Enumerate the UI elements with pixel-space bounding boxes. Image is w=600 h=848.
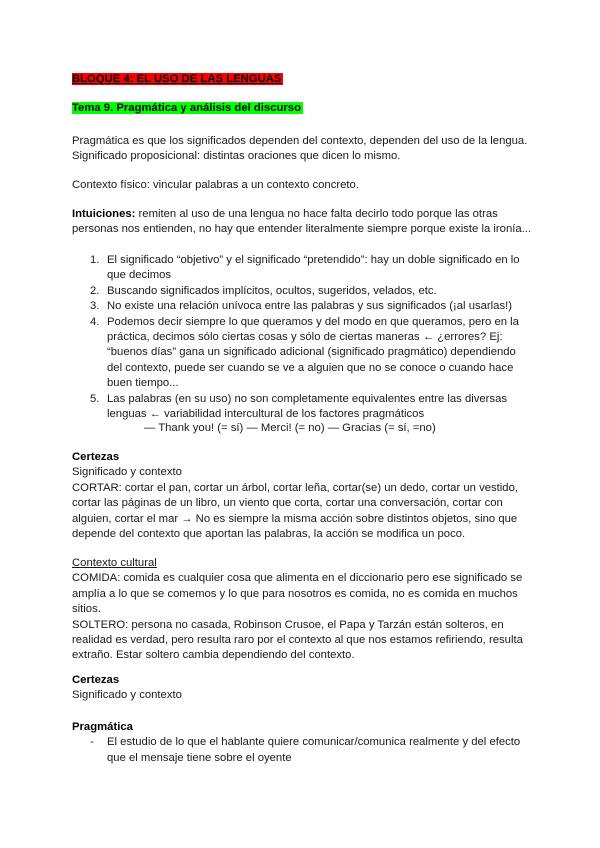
list-item — [72, 392, 532, 423]
pragmatica-section — [72, 720, 532, 766]
intuiciones-paragraph — [72, 207, 532, 238]
certezas-section-2 — [72, 673, 532, 704]
contexto-cultural-section — [72, 556, 532, 664]
contexto-fisico-text: Contexto físico: vincular palabras a un contexto concreto. — [72, 179, 359, 191]
intuiciones-text: remiten al uso de una lengua no hace falta decirlo todo porque las otras — [135, 208, 498, 220]
list-line: El significado “objetivo” y el significado “pretendido”: hay un doble significado en lo — [107, 254, 520, 266]
paragraph-line: COMIDA: comida es cualquier cosa que alimenta en el diccionario pero ese significado se — [72, 572, 523, 585]
tema-title: Tema 9. Pragmática y análisis del discurso — [72, 102, 301, 114]
thank-you-line — [72, 421, 532, 436]
section-subheading: Significado y contexto — [72, 689, 182, 702]
list-line: Podemos decir siempre lo que queramos y del modo en que queramos, pero en la — [107, 315, 519, 328]
section-subheading: Significado y contexto — [72, 466, 182, 479]
list-line: del contexto, puede ser cuando se ve a alguien que no se conoce o cuando hace — [107, 361, 514, 374]
paragraph-line: extraño. Estar soltero cambia dependiendo del contexto. — [72, 649, 355, 662]
list-item — [72, 315, 532, 392]
intuiciones-text: personas nos entienden, no hay que entender literalmente siempre porque existe la ironía... — [72, 223, 532, 236]
tema-heading — [72, 101, 532, 116]
list-line: práctica, decimos sólo ciertas cosas y sólo de ciertas maneras ← ¿errores? Ej: — [107, 331, 503, 344]
contexto-fisico — [72, 178, 532, 193]
intuiciones-label: Intuiciones: — [72, 208, 136, 220]
list-item — [72, 284, 532, 299]
list-line: “buenos días” gana un significado adicional (significado pragmático) dependiendo — [107, 346, 516, 359]
paragraph-line: amplía a lo que se comemos y lo que para nosotros es comida, no es comida en muchos — [72, 587, 518, 600]
thank-you-text: — Thank you! (= sí) — Merci! (= no) — Gracias (= sí, =no) — [144, 422, 436, 434]
section-heading: Certezas — [72, 674, 120, 686]
list-number: 1. — [90, 254, 100, 266]
intro-line: Pragmática es que los significados dependen del contexto, dependen del uso de la lengua. — [72, 135, 528, 147]
bullet-list — [72, 735, 532, 766]
paragraph-line: SOLTERO: persona no casada, Robinson Crusoe, el Papa y Tarzán están solteros, en — [72, 618, 504, 631]
list-number: 2. — [90, 284, 100, 297]
list-line: Las palabras (en su uso) no son completamente equivalentes entre las diversas — [107, 392, 508, 405]
list-line: que decimos — [107, 269, 172, 282]
list-line: que el mensaje tiene sobre el oyente — [107, 751, 292, 764]
list-line: No existe una relación unívoca entre las palabras y sus significados (¡al usarlas!) — [107, 300, 513, 313]
list-number: 5. — [90, 392, 100, 405]
bloque-title: BLOQUE 4: EL USO DE LAS LENGUAS — [72, 73, 282, 85]
certezas-section-1 — [72, 450, 532, 542]
paragraph-line: realidad es verdad, pero resulta raro por el contexto al que nos estamos refiriendo, resulta — [72, 634, 523, 647]
section-heading: Pragmática — [72, 721, 133, 733]
intro-paragraph — [72, 134, 532, 165]
list-item — [72, 735, 532, 766]
list-line: Buscando significados implícitos, ocultos, sugeridos, velados, etc. — [107, 284, 437, 297]
intro-line: Significado proposicional: distintas oraciones que dicen lo mismo. — [72, 150, 401, 163]
paragraph-line: sitios. — [72, 603, 101, 616]
numbered-list — [72, 253, 532, 422]
section-heading: Certezas — [72, 451, 120, 463]
paragraph-line: depende del contexto que aportan las palabras, la acción se modifica un poco. — [72, 528, 466, 541]
list-line: lenguas ← variabilidad intercultural de los factores pragmáticos — [107, 408, 425, 421]
bloque-heading — [72, 72, 532, 87]
paragraph-line: alguien, cortar el mar → No es siempre la misma acción sobre distintos objetos, sino que — [72, 512, 518, 525]
list-number: 3. — [90, 300, 100, 313]
list-number: 4. — [90, 315, 100, 328]
paragraph-line: cortar las páginas de un libro, un viento que corta, cortar una conversación, cortar con — [72, 497, 503, 510]
paragraph-line: CORTAR: cortar el pan, cortar un árbol, cortar leña, cortar(se) un dedo, cortar un vestido, — [72, 481, 519, 494]
list-line: buen tiempo... — [107, 377, 179, 390]
list-line: El estudio de lo que el hablante quiere comunicar/comunica realmente y del efecto — [107, 736, 521, 749]
list-item — [72, 253, 532, 284]
dash-bullet: - — [90, 736, 94, 749]
section-heading: Contexto cultural — [72, 557, 157, 569]
list-item — [72, 299, 532, 314]
